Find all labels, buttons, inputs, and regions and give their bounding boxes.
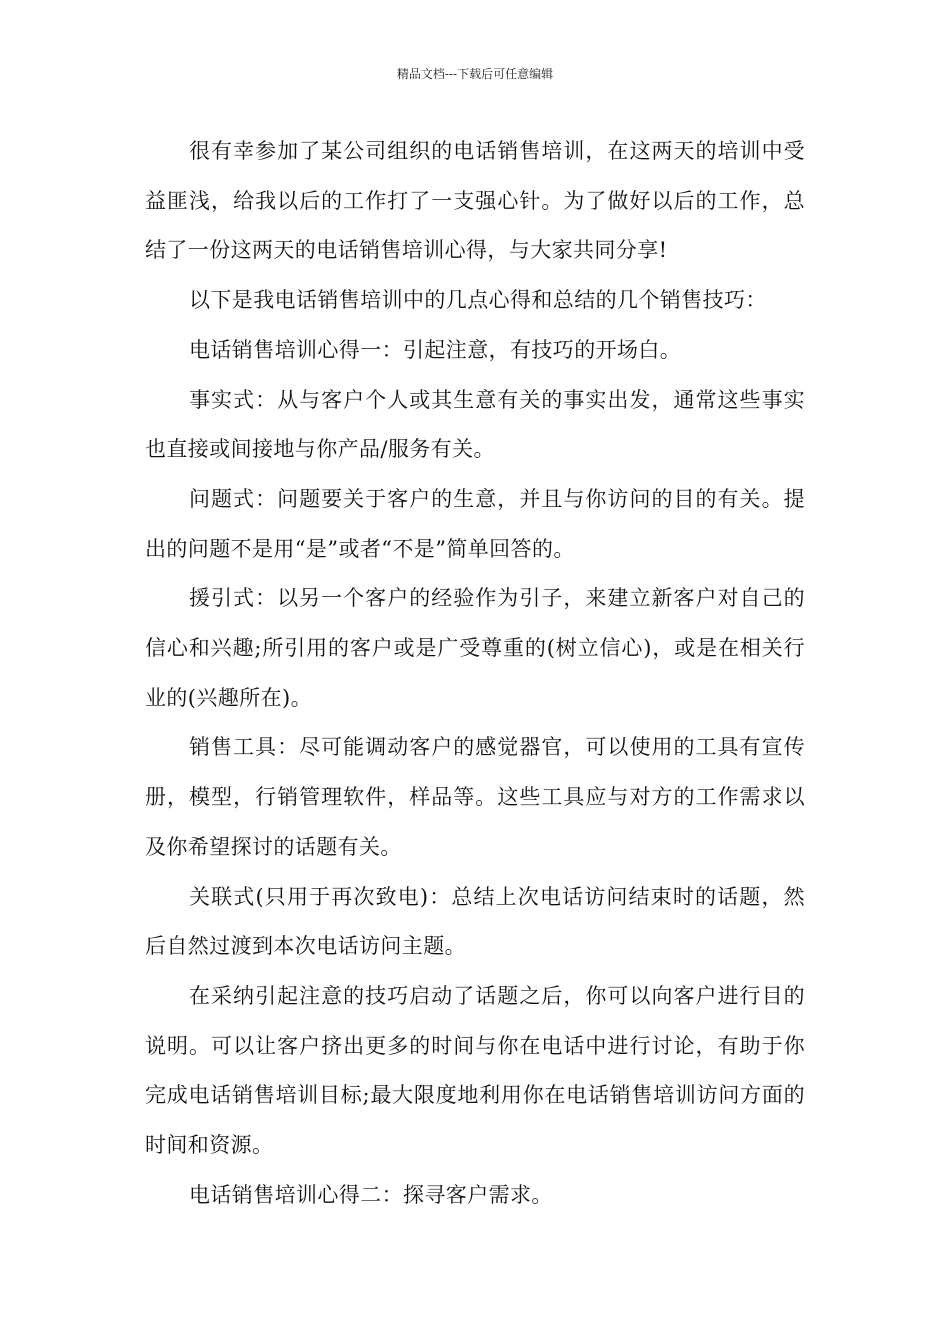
paragraph-intro: 很有幸参加了某公司组织的电话销售培训，在这两天的培训中受益匪浅，给我以后的工作打了一支强心针。为了做好以后的工作，总结了一份这两天的电话销售培训心得，与大家共同分享! (145, 139, 805, 263)
paragraph-sales-tools: 销售工具：尽可能调动客户的感觉器官，可以使用的工具有宣传册，模型，行销管理软件，样品等。这些工具应与对方的工作需求以及你希望探讨的话题有关。 (145, 735, 805, 859)
paragraph-reference-style: 援引式：以另一个客户的经验作为引子，来建立新客户对自己的信心和兴趣;所引用的客户或是广受尊重的(树立信心)，或是在相关行业的(兴趣所在)。 (145, 586, 805, 710)
paragraph-purpose: 在采纳引起注意的技巧启动了话题之后，你可以向客户进行目的说明。可以让客户挤出更多的时间与你在电话中进行讨论，有助于你完成电话销售培训目标;最大限度地利用你在电话销售培训访问方面的时间和资源。 (145, 983, 805, 1158)
paragraph-fact-style: 事实式：从与客户个人或其生意有关的事实出发，通常这些事实也直接或间接地与你产品/服务有关。 (145, 387, 805, 462)
paragraph-question-style: 问题式：问题要关于客户的生意，并且与你访问的目的有关。提出的问题不是用“是”或者“不是”简单回答的。 (145, 486, 805, 561)
paragraph-association-style: 关联式(只用于再次致电)：总结上次电话访问结束时的话题，然后自然过渡到本次电话访问主题。 (145, 884, 805, 959)
page-header: 精品文档---下载后可任意编辑 (396, 67, 554, 81)
section-heading-1: 电话销售培训心得一：引起注意，有技巧的开场白。 (189, 337, 682, 362)
section-heading-2: 电话销售培训心得二：探寻客户需求。 (189, 1182, 553, 1207)
paragraph-overview: 以下是我电话销售培训中的几点心得和总结的几个销售技巧： (189, 288, 767, 313)
document-body (145, 127, 805, 1220)
